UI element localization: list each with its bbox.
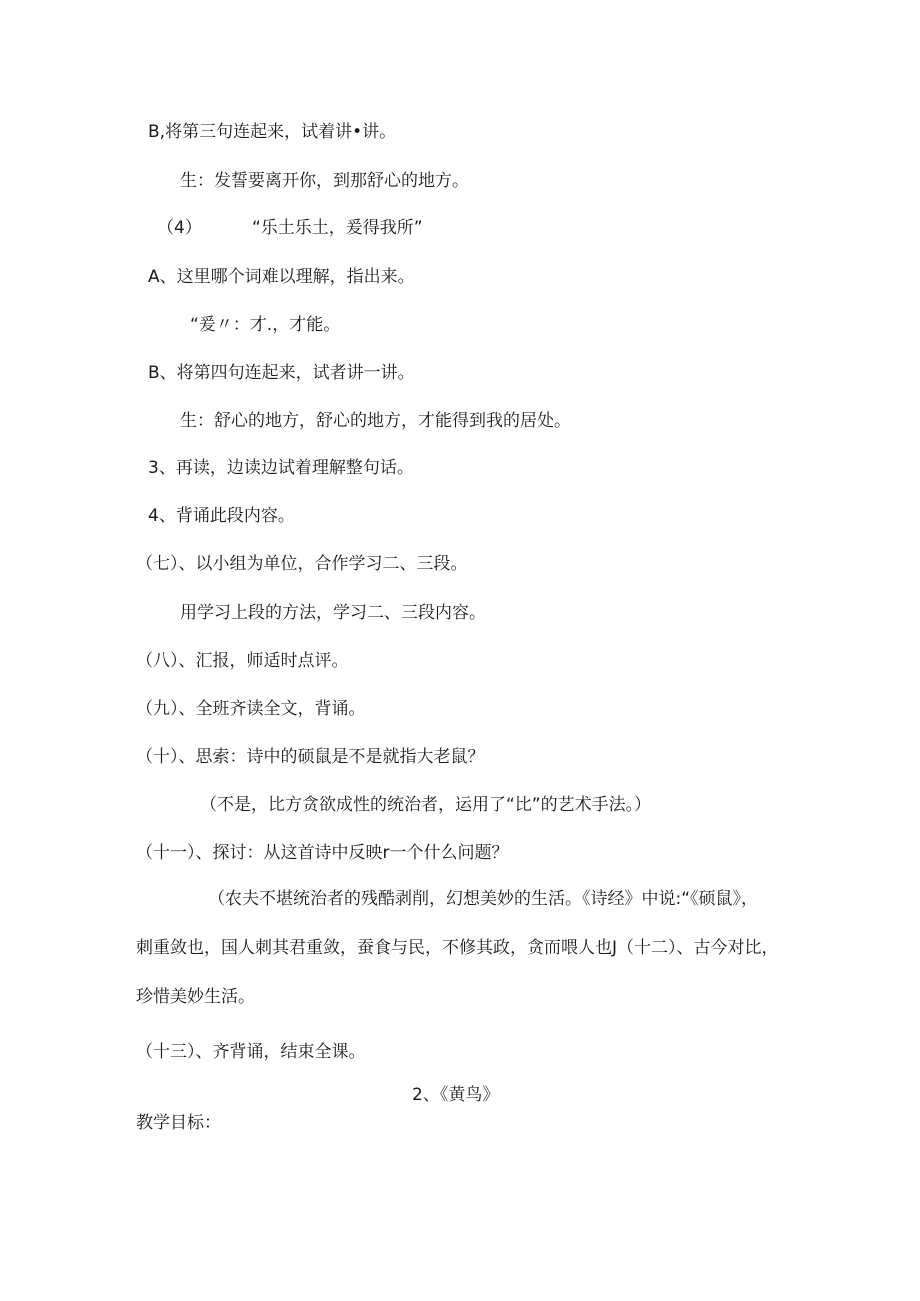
text-line-section-7: （七）、以小组为单位，合作学习二、三段。 xyxy=(136,554,468,574)
text-line-student-answer-1: 生：发誓要离开你，到那舒心的地方。 xyxy=(180,171,469,191)
text-line-section-11-answer-2: 刺重敛也，国人刺其君重敛，蚕食与民，不修其政，贪而喂人也J（十二）、古今对比， xyxy=(136,938,779,958)
text-line-step-4: 4、背诵此段内容。 xyxy=(148,506,295,526)
teaching-goals-label: 教学目标： xyxy=(136,1113,221,1133)
text-line-section-8: （八）、汇报，师适时点评。 xyxy=(136,651,349,671)
text-line-section-10: （十）、思索：诗中的硕鼠是不是就指大老鼠？ xyxy=(136,747,485,767)
text-line-section-4-number: （4） xyxy=(157,218,202,238)
text-line-a-difficult-word: A、这里哪个词难以理解，指出来。 xyxy=(148,267,415,287)
text-line-section-10-answer: （不是，比方贪欲成性的统治者，运用了“比”的艺术手法。） xyxy=(200,795,652,815)
text-line-section-9: （九）、全班齐读全文，背诵。 xyxy=(136,699,366,719)
text-line-section-4-quote: “乐土乐土，爰得我所” xyxy=(252,218,423,238)
text-line-step-3: 3、再读，边读边试着理解整句话。 xyxy=(148,458,414,478)
text-line-section-11-answer-3: 珍惜美妙生活。 xyxy=(136,987,255,1007)
text-line-student-answer-2: 生：舒心的地方，舒心的地方，才能得到我的居处。 xyxy=(180,411,571,431)
text-line-b-third-sentence: B,将第三句连起来，试着讲•讲。 xyxy=(148,122,397,142)
text-line-section-11: （十一）、探讨：从这首诗中反映r一个什么问题？ xyxy=(136,843,509,863)
text-line-section-11-answer-1: （农夫不堪统治者的残酷剥削，幻想美妙的生活。《诗经》中说:“《硕鼠》， xyxy=(208,889,759,909)
text-line-section-13: （十三）、齐背诵，结束全课。 xyxy=(136,1042,366,1062)
lesson-heading: 2、《黄鸟》 xyxy=(412,1085,500,1105)
text-line-word-definition: “爰〃：才.，才能。 xyxy=(190,315,341,335)
text-line-section-7-method: 用学习上段的方法，学习二、三段内容。 xyxy=(180,603,486,623)
text-line-b-fourth-sentence: B、将第四句连起来，试者讲一讲。 xyxy=(148,363,415,383)
